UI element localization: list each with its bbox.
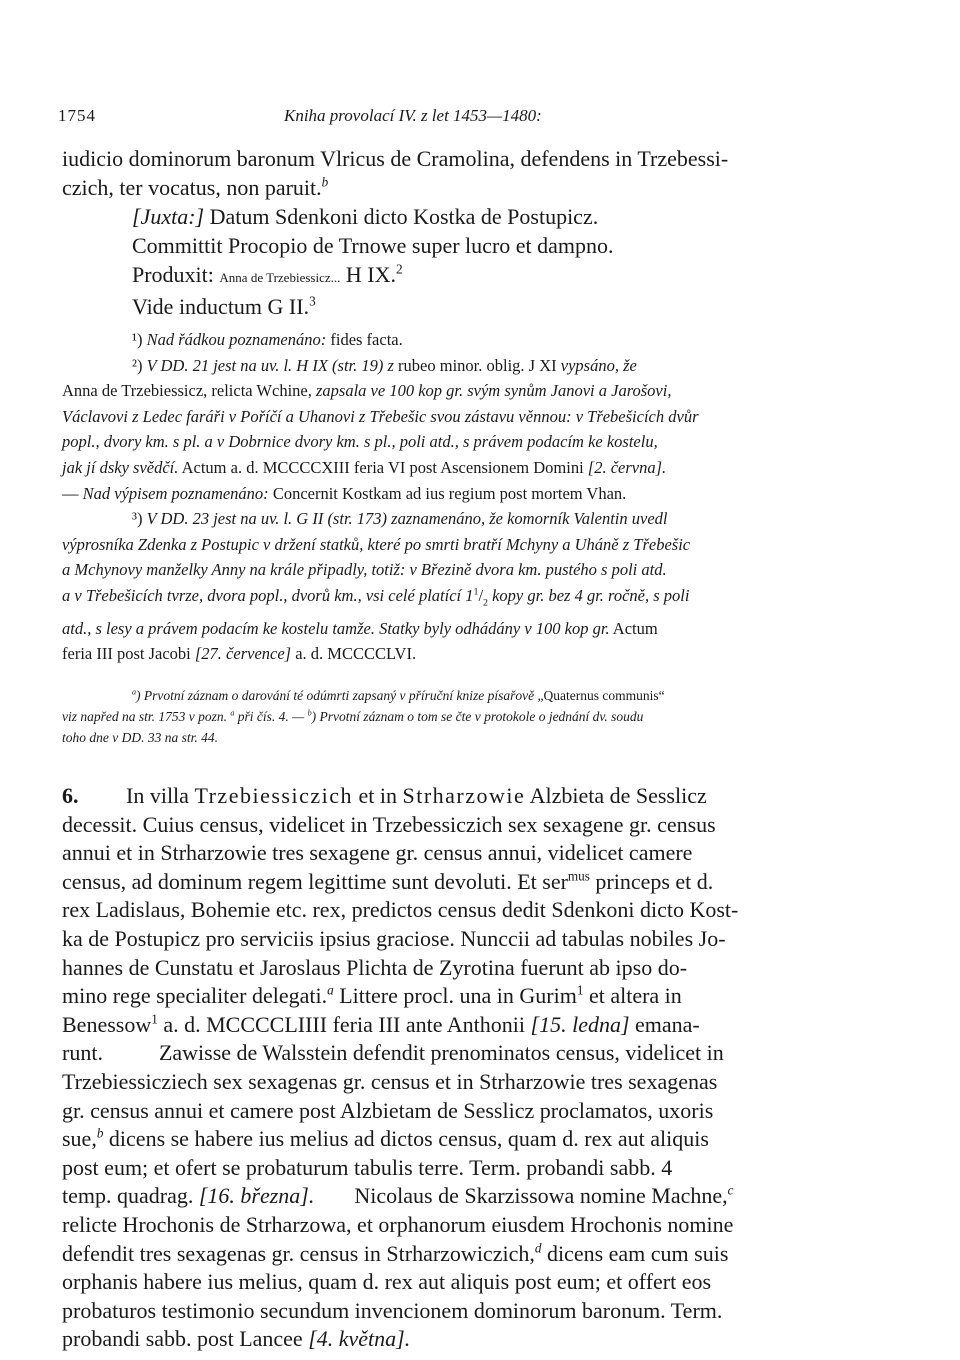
- page-header: [58, 100, 902, 134]
- running-title: Kniha provolací IV. z let 1453—1480:: [284, 106, 542, 125]
- footnote-marker: b: [321, 174, 329, 190]
- footnote-2-cont: jak jí dsky svědčí. Actum a. d. MCCCCXIII feria VI post Ascensionem Domini [2. června].: [62, 457, 667, 477]
- text-line: gr. census annui et camere post Alzbietam de Sesslicz proclamatos, uxoris: [62, 1097, 714, 1123]
- document-page: [58, 100, 902, 1354]
- text-line: orphanis habere ius melius, quam d. rex aut aliquis post eum; et offert eos: [62, 1269, 712, 1295]
- footnote-2-cont: Anna de Trzebiessicz, relicta Wchine, zapsala ve 100 kop gr. svým synům Janovi a Jarošovi,: [62, 381, 672, 401]
- footnote-2-cont: popl., dvory km. s pl. a v Dobrnice dvory km. s pl., poli atd., s právem podacím ke kostelu,: [62, 432, 658, 452]
- footnote-3-cont: a v Třebešicích tvrze, dvora popl., dvorů km., vsi celé platící $1^1/_2$ kopy gr. bez 4 gr. ročně, s poli: [62, 585, 690, 609]
- text-line: post eum; et ofert se probaturum tabulis terre. Term. probandi sabb. 4: [62, 1154, 673, 1180]
- text-line: decessit. Cuius census, videlicet in Trzebessiczich sex sexagene gr. census: [62, 811, 716, 837]
- footnote-marker: 2: [395, 261, 403, 277]
- text-line: relicte Hrochonis de Strharzowa, et orphanorum eiusdem Hrochonis nomine: [62, 1211, 734, 1237]
- text-line: Committit Procopio de Trnowe super lucro et dampno.: [132, 233, 614, 258]
- footnote-a-cont: viz napřed na str. 1753 v pozn. $^a$ při čís. 4. — $^b$) Prvotní záznam o tom se čte v protokole o jednání dv. soudu: [62, 708, 644, 725]
- footnote-3-cont: feria III post Jacobi [27. července] a. d. MCCCCLVI.: [62, 644, 417, 664]
- footnote-b-cont: toho dne v DD. 33 na str. 44.: [62, 730, 218, 746]
- text-line: Produxit: Anna de Trzebiessicz... H IX.$^2$: [132, 261, 403, 287]
- text-line: defendit tres sexagenas gr. census in Strharzowiczich,$^d$ dicens eam cum suis: [62, 1240, 729, 1266]
- text-line: mino rege specialiter delegati.$^a$ Littere procl. una in Gurim$^1$ et altera in: [62, 982, 682, 1009]
- entry-6: [62, 782, 902, 1354]
- lettered-footnotes: [62, 685, 902, 748]
- text-line: annui et in Strharzowie tres sexagene gr. census annui, videlicet camere: [62, 840, 693, 866]
- footnote-3-cont: výprosníka Zdenka z Postupic v držení statků, které po smrti bratří Mchyny a Uháně z Třebešic: [62, 534, 691, 554]
- footnote-2-cont: Václavovi z Ledec faráři v Poříčí a Uhanovi z Třebešic svou zástavu věnnou: v Třebešicích dvůr: [62, 406, 699, 426]
- text-line: Benessow$^1$ a. d. MCCCCLIIII feria III ante Anthonii [15. ledna] emana-: [62, 1011, 700, 1037]
- text-line: Vide inductum G II.$^3$: [132, 293, 316, 319]
- text-line: czich, ter vocatus, non paruit.$^b$: [62, 174, 329, 200]
- continued-entry: [62, 144, 902, 321]
- text-line: [Juxta:] Datum Sdenkoni dicto Kostka de Postupicz.: [132, 204, 599, 229]
- footnote-a: $^a$) Prvotní záznam o darování té odúmrti zapsaný v příruční knize písařově „Quaternus communis“: [132, 687, 665, 704]
- footnote-2: ²) V DD. 21 jest na uv. l. H IX (str. 19) z rubeo minor. oblig. J XI vypsáno, že: [132, 355, 637, 375]
- text-line: temp. quadrag. [16. března]. Nicolaus de Skarzissowa nomine Machne,$^c$: [62, 1183, 734, 1209]
- text-line: ka de Postupicz pro serviciis ipsius graciose. Nunccii ad tabulas nobiles Jo-: [62, 925, 726, 951]
- footnote-3-cont: atd., s lesy a právem podacím ke kostelu tamže. Statky byly odhádány v 100 kop gr. Actum: [62, 618, 658, 638]
- numbered-footnotes: [62, 327, 902, 667]
- footnote-3: ³) V DD. 23 jest na uv. l. G II (str. 173) zaznamenáno, že komorník Valentin uvedl: [132, 509, 668, 529]
- text-line: hannes de Cunstatu et Jaroslaus Plichta de Zyrotina fuerunt ab ipso do-: [62, 954, 688, 980]
- text-line: census, ad dominum regem legittime sunt devoluti. Et ser$^{mus}$ princeps et d.: [62, 868, 714, 894]
- text-line: rex Ladislaus, Bohemie etc. rex, predictos census dedit Sdenkoni dicto Kost-: [62, 897, 739, 923]
- footnote-marker: 3: [309, 293, 316, 309]
- text-line: runt. Zawisse de Walsstein defendit prenominatos census, videlicet in: [62, 1040, 724, 1066]
- text-line: probaturos testimonio secundum invencionem dominorum baronum. Term.: [62, 1297, 723, 1323]
- footnote-1: ¹) Nad řádkou poznamenáno: fides facta.: [132, 330, 403, 349]
- text-line: sue,$^b$ dicens se habere ius melius ad dictos census, quam d. rex aut aliquis: [62, 1125, 709, 1152]
- text-line: iudicio dominorum baronum Vlricus de Cramolina, defendens in Trzebessi-: [62, 146, 729, 171]
- entry-number: 6.: [62, 783, 79, 809]
- text-line: 6. In villa Trzebiessiczich et in Strharzowie Alzbieta de Sesslicz: [62, 783, 707, 809]
- text-line: probandi sabb. post Lancee [4. května].: [62, 1326, 411, 1352]
- footnote-2-cont: — Nad výpisem poznamenáno: Concernit Kostkam ad ius regium post mortem Vhan.: [62, 483, 627, 503]
- text-line: Trzebiessicziech sex sexagenas gr. census et in Strharzowie tres sexagenas: [62, 1068, 718, 1094]
- page-number: 1754: [58, 106, 96, 125]
- footnote-3-cont: a Mchynovy manželky Anny na krále připadly, totiž: v Březině dvora km. pustého s poli atd.: [62, 560, 667, 580]
